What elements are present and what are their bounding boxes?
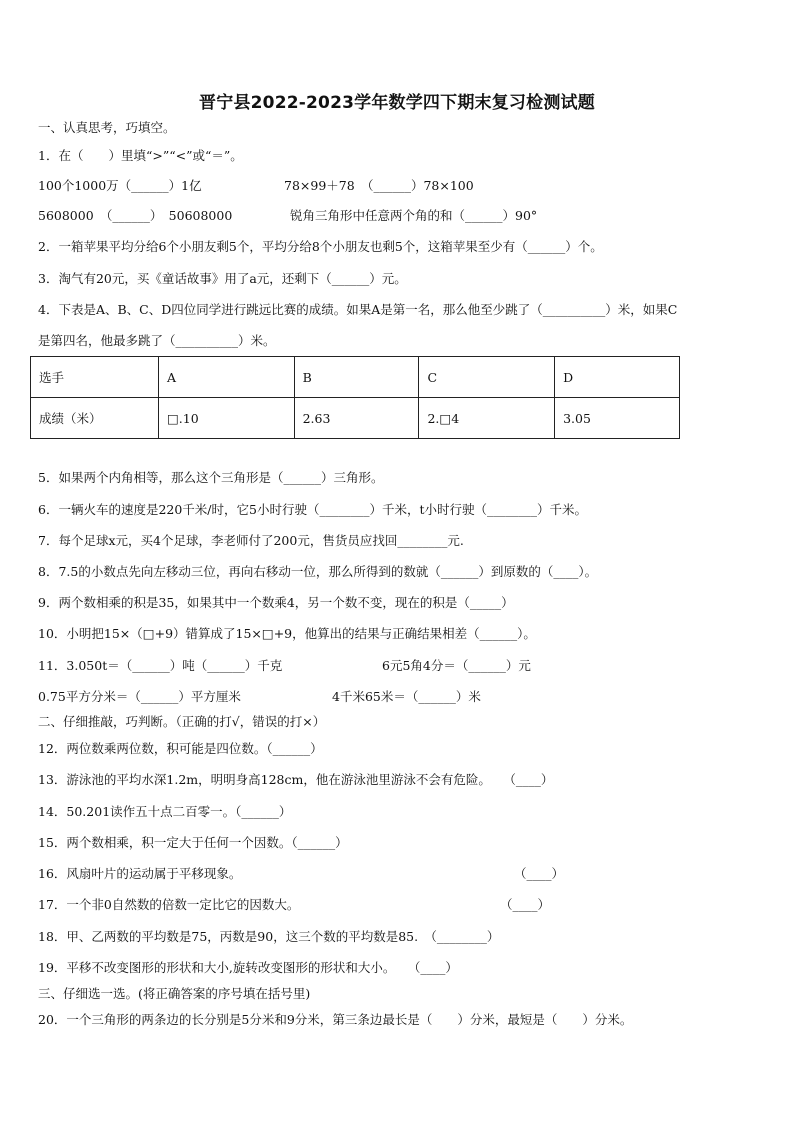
section-2-heading: 二、仔细推敲，巧判断。（正确的打√，错误的打×） — [38, 714, 326, 729]
question-1: 1．在（ ）里填“>”“<”或“＝”。 — [38, 148, 243, 163]
section-1-heading: 一、认真思考，巧填空。 — [38, 120, 176, 135]
question-4-line-2: 是第四名，他最多跳了（__________）米。 — [38, 333, 276, 348]
question-19: 19．平移不改变图形的形状和大小,旋转改变图形的形状和大小。 （____） — [38, 960, 458, 975]
table-cell: A — [159, 357, 295, 398]
question-11c: 0.75平方分米＝（______）平方厘米 — [38, 689, 241, 704]
question-17-answer: （____） — [500, 897, 551, 912]
table-row — [31, 398, 680, 439]
table-cell: 成绩（米） — [31, 398, 159, 439]
question-11b: 6元5角4分＝（______）元 — [382, 658, 531, 673]
question-2: 2．一箱苹果平均分给6个小朋友剩5个，平均分给8个小朋友也剩5个，这箱苹果至少有（______）个。 — [38, 239, 603, 254]
section-3-heading: 三、仔细选一选。(将正确答案的序号填在括号里) — [38, 986, 311, 1001]
question-12: 12．两位数乘两位数，积可能是四位数。（______） — [38, 741, 323, 756]
question-14: 14．50.201读作五十点二百零一。（______） — [38, 804, 292, 819]
question-16-answer: （____） — [514, 866, 565, 881]
question-1c: 5608000 （______） 50608000 — [38, 208, 233, 223]
question-1a: 100个1000万（______）1亿 — [38, 178, 202, 193]
question-5: 5．如果两个内角相等，那么这个三角形是（______）三角形。 — [38, 470, 384, 485]
table-cell: 选手 — [31, 357, 159, 398]
table-cell: D — [555, 357, 680, 398]
table-cell: B — [294, 357, 419, 398]
question-20: 20．一个三角形的两条边的长分别是5分米和9分米，第三条边最长是（ ）分米，最短是（ ）分米。 — [38, 1012, 633, 1027]
question-13: 13．游泳池的平均水深1.2m，明明身高128cm，他在游泳池里游泳不会有危险。 （____） — [38, 772, 554, 787]
table-cell: □.10 — [159, 398, 295, 439]
table-cell: 2.63 — [294, 398, 419, 439]
page-title: 晋宁县2022-2023学年数学四下期末复习检测试题 — [199, 93, 595, 113]
question-9: 9．两个数相乘的积是35，如果其中一个数乘4，另一个数不变，现在的积是（_____） — [38, 595, 514, 610]
table-cell: C — [419, 357, 555, 398]
question-11d: 4千米65米＝（______）米 — [332, 689, 481, 704]
question-1d: 锐角三角形中任意两个角的和（______）90° — [290, 208, 538, 223]
question-18: 18．甲、乙两数的平均数是75，丙数是90，这三个数的平均数是85. （________） — [38, 929, 500, 944]
question-17: 17．一个非0自然数的倍数一定比它的因数大。 — [38, 897, 300, 912]
question-10: 10．小明把15×（□+9）错算成了15×□+9，他算出的结果与正确结果相差（______）。 — [38, 626, 536, 641]
question-11a: 11．3.050t＝（______）吨（______）千克 — [38, 658, 283, 673]
question-1b: 78×99＋78 （______）78×100 — [284, 178, 474, 193]
question-8: 8．7.5的小数点先向左移动三位，再向右移动一位，那么所得到的数就（______）到原数的（____）。 — [38, 564, 598, 579]
table-row — [31, 357, 680, 398]
question-3: 3．淘气有20元，买《童话故事》用了a元，还剩下（______）元。 — [38, 271, 407, 286]
score-table — [30, 356, 680, 439]
question-6: 6．一辆火车的速度是220千米/时，它5小时行驶（________）千米，t小时行驶（________）千米。 — [38, 502, 588, 517]
table-cell: 3.05 — [555, 398, 680, 439]
question-4-line-1: 4．下表是A、B、C、D四位同学进行跳远比赛的成绩。如果A是第一名，那么他至少跳了（__________）米，如果C — [38, 302, 678, 317]
table-cell: 2.□4 — [419, 398, 555, 439]
question-15: 15．两个数相乘，积一定大于任何一个因数。（______） — [38, 835, 348, 850]
question-7: 7．每个足球x元，买4个足球，李老师付了200元，售货员应找回________元. — [38, 533, 464, 548]
question-16: 16．风扇叶片的运动属于平移现象。 — [38, 866, 242, 881]
